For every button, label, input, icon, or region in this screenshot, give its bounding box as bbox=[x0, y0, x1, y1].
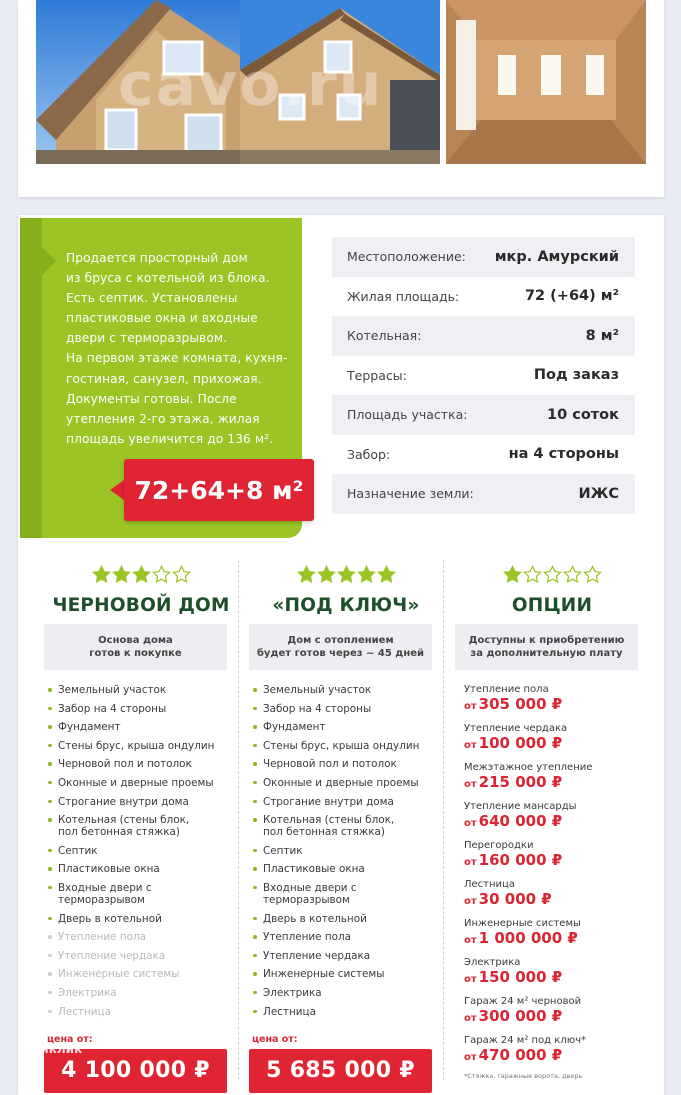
feature-item: Утепление чердака bbox=[48, 950, 241, 962]
option-price bbox=[464, 852, 652, 871]
option-item bbox=[464, 879, 652, 910]
option-price bbox=[464, 735, 652, 754]
spec-value: мкр. Амурский bbox=[494, 248, 619, 265]
spec-value: Под заказ bbox=[533, 367, 619, 384]
option-name: Утепление мансарды bbox=[464, 801, 577, 812]
description-text bbox=[66, 248, 298, 449]
feature-item: Инженерные системы bbox=[48, 968, 241, 980]
star-empty-icon bbox=[563, 565, 582, 584]
feature-item: Стены брус, крыша ондулин bbox=[253, 740, 446, 752]
package-subtitle-line: Основа дома bbox=[98, 635, 173, 646]
option-price bbox=[464, 1008, 652, 1027]
spec-row-plot-area bbox=[332, 395, 635, 435]
star-filled-icon bbox=[357, 565, 376, 584]
option-price-prefix: от bbox=[464, 818, 477, 829]
feature-item: Септик bbox=[48, 845, 241, 857]
feature-item: Фундамент bbox=[48, 721, 241, 733]
spec-value: 8 м² bbox=[585, 327, 619, 344]
package-subtitle-line: Дом с отоплением bbox=[287, 635, 394, 646]
option-price-prefix: от bbox=[464, 1052, 477, 1063]
feature-item: Фундамент bbox=[253, 721, 446, 733]
feature-item: Строгание внутри дома bbox=[48, 796, 241, 808]
feature-list bbox=[48, 684, 241, 1018]
package-subtitle bbox=[455, 624, 638, 670]
feature-item: Дверь в котельной bbox=[253, 913, 446, 925]
package-subtitle-line: Доступны к приобретению bbox=[468, 635, 625, 646]
price-button[interactable]: 5 685 000 ₽ bbox=[249, 1049, 432, 1093]
specs-table bbox=[332, 237, 635, 514]
option-price-prefix: от bbox=[464, 974, 477, 985]
option-item bbox=[464, 918, 652, 949]
package-rough-house bbox=[41, 565, 241, 1093]
option-item bbox=[464, 723, 652, 754]
spec-label: Местоположение: bbox=[347, 249, 466, 265]
photo-house-side[interactable] bbox=[240, 0, 440, 164]
feature-item: Входные двери с терморазрывом bbox=[253, 882, 446, 906]
option-item bbox=[464, 1035, 652, 1066]
spec-row-terraces bbox=[332, 356, 635, 396]
description-stripe bbox=[20, 218, 42, 538]
option-item bbox=[464, 840, 652, 871]
feature-item: Утепление пола bbox=[253, 931, 446, 943]
package-subtitle-line: будет готов через ~ 45 дней bbox=[256, 648, 425, 659]
feature-item: Пластиковые окна bbox=[253, 863, 446, 875]
description-notch bbox=[42, 247, 56, 275]
package-title: ОПЦИИ bbox=[511, 595, 593, 616]
star-filled-icon bbox=[503, 565, 522, 584]
feature-item: Строгание внутри дома bbox=[253, 796, 446, 808]
spec-row-fence bbox=[332, 435, 635, 475]
spec-value: 72 (+64) м² bbox=[524, 288, 619, 305]
spec-value: 10 соток bbox=[547, 406, 619, 423]
option-item bbox=[464, 801, 652, 832]
star-filled-icon bbox=[337, 565, 356, 584]
spec-label: Забор: bbox=[347, 446, 391, 462]
package-title: «ПОД КЛЮЧ» bbox=[272, 595, 420, 616]
star-filled-icon bbox=[112, 565, 131, 584]
option-price-prefix: от bbox=[464, 779, 477, 790]
option-price-value: 305 000 ₽ bbox=[478, 695, 563, 713]
price-label: цена от: bbox=[252, 1033, 298, 1045]
star-empty-icon bbox=[152, 565, 171, 584]
listing-card bbox=[18, 215, 664, 1095]
rating-stars bbox=[41, 565, 241, 585]
rating-stars bbox=[452, 565, 652, 585]
package-title: ЧЕРНОВОЙ ДОМ bbox=[52, 595, 230, 616]
star-empty-icon bbox=[523, 565, 542, 584]
description-line: Продается просторный дом bbox=[66, 251, 248, 265]
star-empty-icon bbox=[583, 565, 602, 584]
area-badge: 72+64+8 м² bbox=[124, 459, 314, 521]
feature-item: Электрика bbox=[253, 987, 446, 999]
star-filled-icon bbox=[317, 565, 336, 584]
option-price-prefix: от bbox=[464, 896, 477, 907]
option-price-value: 470 000 ₽ bbox=[478, 1046, 563, 1064]
option-name: Утепление пола bbox=[464, 684, 549, 695]
price-label: цена от: bbox=[47, 1033, 93, 1045]
option-price bbox=[464, 891, 652, 910]
option-price-prefix: от bbox=[464, 935, 477, 946]
package-subtitle bbox=[44, 624, 227, 670]
option-name: Утепление чердака bbox=[464, 723, 568, 734]
spec-label: Площадь участка: bbox=[347, 407, 468, 423]
feature-item: Стены брус, крыша ондулин bbox=[48, 740, 241, 752]
option-price-value: 300 000 ₽ bbox=[478, 1007, 563, 1025]
feature-item: Забор на 4 стороны bbox=[253, 703, 446, 715]
option-name: Гараж 24 м² черновой bbox=[464, 996, 582, 1007]
option-price-value: 215 000 ₽ bbox=[478, 773, 563, 791]
spec-label: Котельная: bbox=[347, 328, 422, 344]
options-note: *Стяжка, гаражные ворота, дверь bbox=[464, 1072, 583, 1080]
feature-item: Лестница bbox=[48, 1006, 241, 1018]
star-filled-icon bbox=[92, 565, 111, 584]
option-price-prefix: от bbox=[464, 701, 477, 712]
feature-item: Пластиковые окна bbox=[48, 863, 241, 875]
watermark: cavo.ru bbox=[118, 50, 384, 120]
option-price bbox=[464, 1047, 652, 1066]
package-subtitle-line: готов к покупке bbox=[89, 648, 182, 659]
feature-item: Оконные и дверные проемы bbox=[48, 777, 241, 789]
option-price-value: 640 000 ₽ bbox=[478, 812, 563, 830]
star-filled-icon bbox=[377, 565, 396, 584]
option-price-prefix: от bbox=[464, 1013, 477, 1024]
option-price-value: 150 000 ₽ bbox=[478, 968, 563, 986]
feature-item: Земельный участок bbox=[253, 684, 446, 696]
description-line: гостиная, санузел, прихожая. bbox=[66, 371, 262, 386]
option-price bbox=[464, 813, 652, 832]
spec-row-living-area bbox=[332, 277, 635, 317]
feature-item: Септик bbox=[253, 845, 446, 857]
photo-gallery bbox=[18, 0, 664, 197]
option-item bbox=[464, 957, 652, 988]
option-name: Перегородки bbox=[464, 840, 534, 851]
feature-item: Входные двери с терморазрывом bbox=[48, 882, 241, 906]
package-options bbox=[452, 565, 652, 1080]
option-item bbox=[464, 684, 652, 715]
price-button[interactable]: 4 100 000 ₽ bbox=[44, 1049, 227, 1093]
spec-row-land-purpose bbox=[332, 474, 635, 514]
feature-item: Инженерные системы bbox=[253, 968, 446, 980]
feature-item: Черновой пол и потолок bbox=[253, 758, 446, 770]
feature-item: Дверь в котельной bbox=[48, 913, 241, 925]
star-filled-icon bbox=[297, 565, 316, 584]
description-line: Есть септик. Установлены bbox=[66, 291, 238, 306]
description-line: площадь увеличится до 136 м². bbox=[66, 431, 274, 446]
feature-item: Котельная (стены блок, пол бетонная стяжка) bbox=[253, 814, 446, 838]
corner-watermark: Домклик bbox=[20, 1042, 83, 1056]
option-name: Гараж 24 м² под ключ* bbox=[464, 1035, 587, 1046]
star-empty-icon bbox=[172, 565, 191, 584]
description-line: двери с терморазрывом. bbox=[66, 331, 228, 346]
feature-item: Котельная (стены блок, пол бетонная стяжка) bbox=[48, 814, 241, 838]
feature-list bbox=[253, 684, 446, 1018]
description-line: из бруса с котельной из блока. bbox=[66, 271, 270, 286]
feature-item: Забор на 4 стороны bbox=[48, 703, 241, 715]
package-subtitle bbox=[249, 624, 432, 670]
option-price bbox=[464, 930, 652, 949]
description-line: утепления 2-го этажа, жилая bbox=[66, 411, 260, 426]
option-name: Инженерные системы bbox=[464, 918, 581, 929]
feature-item: Черновой пол и потолок bbox=[48, 758, 241, 770]
spec-label: Назначение земли: bbox=[347, 486, 474, 502]
star-empty-icon bbox=[543, 565, 562, 584]
option-price bbox=[464, 696, 652, 715]
spec-row-boiler-room bbox=[332, 316, 635, 356]
option-price-value: 160 000 ₽ bbox=[478, 851, 563, 869]
option-name: Электрика bbox=[464, 957, 521, 968]
option-price bbox=[464, 969, 652, 988]
rating-stars bbox=[246, 565, 446, 585]
feature-item: Электрика bbox=[48, 987, 241, 999]
package-turnkey bbox=[246, 565, 446, 1093]
feature-item: Утепление чердака bbox=[253, 950, 446, 962]
option-item bbox=[464, 762, 652, 793]
option-price-value: 1 000 000 ₽ bbox=[478, 929, 578, 947]
option-name: Межэтажное утепление bbox=[464, 762, 593, 773]
options-list bbox=[464, 684, 652, 1066]
photo-house-interior[interactable] bbox=[446, 0, 646, 164]
photo-house-front[interactable] bbox=[36, 0, 254, 164]
option-name: Лестница bbox=[464, 879, 515, 890]
option-price-prefix: от bbox=[464, 857, 477, 868]
area-badge-notch bbox=[110, 480, 124, 500]
package-subtitle-line: за дополнительную плату bbox=[470, 648, 623, 659]
feature-item: Земельный участок bbox=[48, 684, 241, 696]
spec-value: ИЖС bbox=[578, 485, 619, 502]
description-line: На первом этаже комната, кухня- bbox=[66, 351, 288, 366]
option-price bbox=[464, 774, 652, 793]
feature-item: Утепление пола bbox=[48, 931, 241, 943]
feature-item: Оконные и дверные проемы bbox=[253, 777, 446, 789]
option-price-prefix: от bbox=[464, 740, 477, 751]
option-price-value: 100 000 ₽ bbox=[478, 734, 563, 752]
feature-item: Лестница bbox=[253, 1006, 446, 1018]
spec-row-location bbox=[332, 237, 635, 277]
description-line: Документы готовы. После bbox=[66, 391, 237, 406]
option-price-value: 30 000 ₽ bbox=[478, 890, 552, 908]
spec-label: Жилая площадь: bbox=[347, 288, 460, 304]
star-filled-icon bbox=[132, 565, 151, 584]
spec-value: на 4 стороны bbox=[508, 446, 619, 463]
spec-label: Террасы: bbox=[347, 367, 407, 383]
option-item bbox=[464, 996, 652, 1027]
description-line: пластиковые окна и входные bbox=[66, 311, 258, 326]
